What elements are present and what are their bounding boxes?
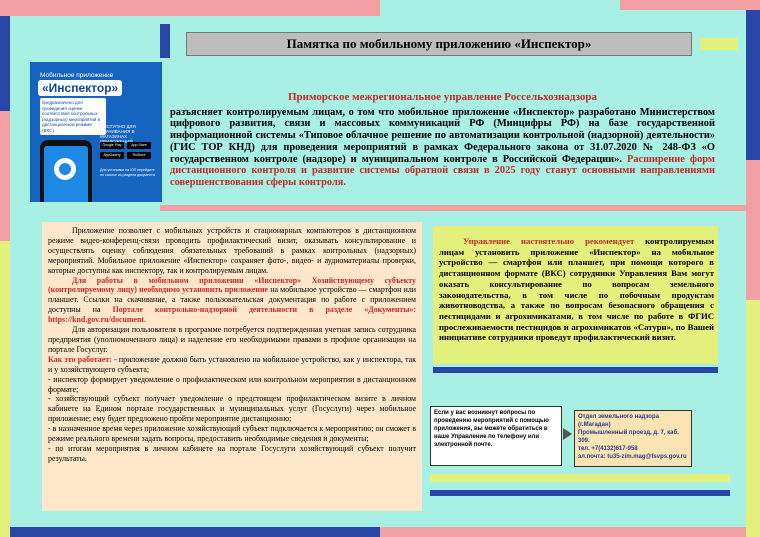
promo-brand: «Инспектор» <box>38 80 122 96</box>
deco-stripe-top <box>160 24 170 58</box>
promo-note: Для установки на iOS перейдите по ссылке из раздела документы <box>100 168 156 177</box>
intro-section <box>170 92 715 189</box>
deco-stripe-bottom <box>430 474 730 482</box>
rustore-badge: RuStore <box>127 152 151 159</box>
dept-phone: тел. +7(4132)617-958 <box>578 446 638 452</box>
frame-left-bar <box>0 16 10 111</box>
intro-highlight: Расширение форм дистанционного контроля и развитие системы обратной связи в 2025 году станут основными направлениями совершенствования сферы контроля. <box>170 153 715 188</box>
dept-name: Отдел земельного надзора (г.Магадан) <box>578 414 659 428</box>
phone-icon <box>40 140 92 202</box>
app-promo-image <box>30 62 162 202</box>
deco-stripe-bottom-2 <box>430 490 730 496</box>
list-item: - в назначенное время через приложение хозяйствующий субъект подключается к мероприятию; он сможет в режиме реального времени задать вопросы, предоставить необходимые сведения и документы; <box>48 424 416 444</box>
list-item: - хозяйствующий субъект получает уведомление о предстоящем профилактическом визите в личном кабинете на Едином портале государственных и муниципальных услуг (Госуслуги) через мобильное приложение; ему будет предложено пройти мероприятие дистанционно; <box>48 394 416 424</box>
frame-top-bar <box>0 0 380 16</box>
recommendation-highlight: Управление настоятельно рекомендует <box>463 236 635 246</box>
dept-address: Промышленный проезд, д. 7, каб. 309. <box>578 430 679 444</box>
frame-right-bar-2 <box>746 160 760 300</box>
frame-right-bar <box>746 10 760 160</box>
para-auth: Для авторизации пользователя в программе потребуется подтвержденная учетная запись сотрудника предприятия (уполномоченного лица) и наделение его необходимыми правами в профиле организации на портале Госуслуг. <box>48 325 416 354</box>
recommendation-text: контролируемым лицам установить приложение «Инспектор» на мобильное устройство — смартфон или планшет, при помощи которого в дистанционном формате (ВКС) сотрудники Управления Вам могут оказать консультирование по вопросам земельного законодательства, в том числе по побочным продуктам животноводства, а также по вопросам безопасного обращения с пестицидами и агрохимикатами, в том числе по работе в ФГИС прослеживаемости пестицидов и агрохимикатов «Сатурн», по Вашей инициативе сотрудники проведут профилактический визит. <box>439 236 714 343</box>
promo-download-label: ДОСТУПНО ДЛЯ СКАЧИВАНИЯ В МАГАЗИНАХ <box>100 124 136 139</box>
frame-left-bar-3 <box>0 241 10 537</box>
page-title: Памятка по мобильному приложению «Инспектор» <box>186 32 692 56</box>
deco-stripe-mid <box>160 205 746 211</box>
frame-left-bar-2 <box>0 111 10 241</box>
arrow-icon <box>563 428 572 440</box>
para-about: Приложение позволяет с мобильных устройств и стационарных компьютеров в дистанционном режиме видео-конференц-связи проводить профилактический визит, оказывать консультирование и осуществлять оценку соблюдения обязательных требований в рамках контрольных (надзорных) мероприятий. Мобильное приложение «Инспектор» сохраняет фото-, видео- и аудиоматериалы проверки, которые доступны как инспектору, так и контролируемым лицам. <box>48 226 416 275</box>
frame-right-bar-3 <box>746 300 760 537</box>
questions-box: Если у вас возникнут вопросы по проведению мероприятий с помощью приложения, вы можете обратиться в наше Управление по телефону или электронной почте. <box>430 406 562 466</box>
deco-stripe-right-mid <box>433 367 718 373</box>
frame-top-bar-right <box>620 0 760 10</box>
org-name: Приморское межрегиональное управление Россельхознадзора <box>287 91 598 103</box>
app-store-badge: App Store <box>127 142 151 149</box>
list-item: - инспектор формирует уведомление о профилактическом или контрольном мероприятии в дистанционном формате; <box>48 374 416 394</box>
para-how: Как это работает: - приложение должно быть установлено на мобильное устройство, как у инспектора, так и у хозяйствующего субъекта; <box>48 354 417 374</box>
deco-stripe-title-right <box>700 38 738 50</box>
promo-subtitle: Мобильное приложение <box>40 72 114 79</box>
frame-bottom-bar <box>10 527 380 537</box>
google-play-badge: Google Play <box>100 142 124 149</box>
portal-link[interactable]: Портале контрольно-надзорной деятельности в разделе «Документы»: https://knd.gov.ru/document. <box>48 305 416 325</box>
para-install: Для работы в мобильном приложении «Инспектор» Хозяйствующему субъекту (контролируемому лицу) необходимо установить приложение на мобильное устройство — смартфон или планшет. Ссылки на скачивание, а также пользовательская документация по работе с приложением доступны на Портале контрольно-надзорной деятельности в разделе «Документы»: https://knd.gov.ru/document. <box>48 275 416 325</box>
promo-description: предназначено для проведения оценки соответствия контрольных (надзорных) мероприятий в дистанционном режиме (ВКС) <box>40 98 106 135</box>
dept-email[interactable]: эл.почта: tu35-zim.mag@fsvps.gov.ru <box>578 454 687 460</box>
department-contacts <box>574 410 692 467</box>
frame-bottom-bar-2 <box>380 527 746 537</box>
list-item: - по итогам мероприятия в личном кабинете на портале Госуслуги хозяйствующий субъект получит результаты. <box>48 443 416 463</box>
instructions-panel <box>42 222 422 511</box>
intro-text: разъясняет контролируемым лицам, о том что мобильное приложение «Инспектор» разработано Министерством цифрового развития, связи и массовых коммуникаций РФ (Минцифры РФ) на базе государственной информационной системы «Типовое облачное решение по автоматизации контрольной (надзорной) деятельности» (ГИС ТОР КНД) для проведения мероприятий в рамках Федерального закона от 31.07.2020 № 248-ФЗ «О государственном контроле (надзоре) и муниципальном контроле в Российской Федерации». <box>170 106 715 165</box>
recommendation-panel <box>433 226 718 364</box>
appgallery-badge: AppGallery <box>100 152 124 159</box>
